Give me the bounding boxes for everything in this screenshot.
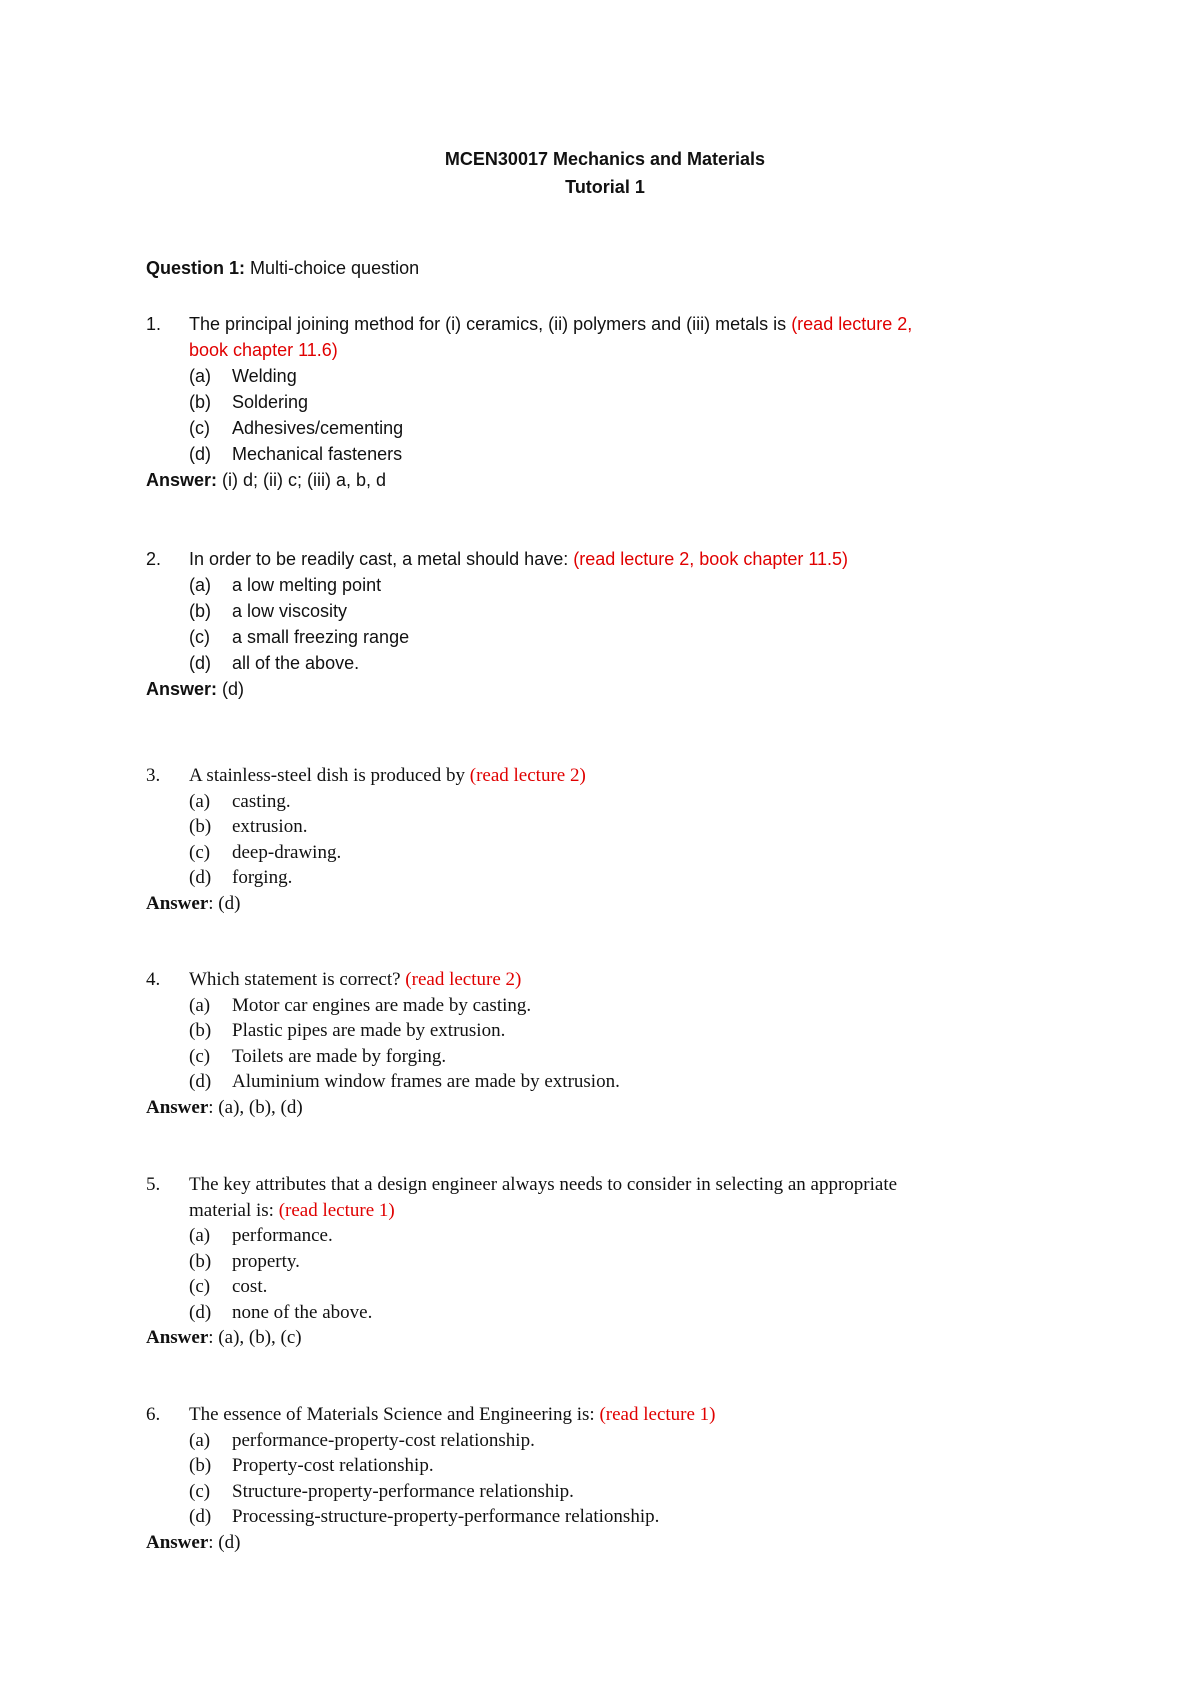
- question-4: [146, 967, 1046, 1120]
- question-5: [146, 1172, 1046, 1351]
- answer-label: Answer:: [146, 470, 218, 490]
- answer-label: Answer: [146, 1531, 209, 1553]
- reference-note: (read lecture 1): [599, 1404, 716, 1425]
- option-label: (d): [189, 653, 211, 673]
- answer-text: : (d): [208, 1531, 241, 1553]
- option-text: Soldering: [232, 392, 309, 412]
- option-text: a low viscosity: [232, 601, 348, 621]
- question-stem: The essence of Materials Science and Engineering is:: [189, 1404, 600, 1425]
- option-text: none of the above.: [232, 1301, 373, 1323]
- answer-line: [146, 1095, 303, 1121]
- option-label: (c): [189, 627, 210, 647]
- option-text: property.: [232, 1250, 300, 1272]
- option-label: (d): [189, 444, 211, 464]
- option-text: Toilets are made by forging.: [232, 1045, 447, 1067]
- option-label: (c): [189, 1045, 211, 1067]
- option-label: (b): [189, 1020, 212, 1041]
- question-stem: The key attributes that a design engineer always needs to consider in selecting an appropriate: [189, 1174, 898, 1195]
- question-stem: The principal joining method for (i) ceramics, (ii) polymers and (iii) metals is: [189, 314, 792, 334]
- answer-line: [146, 891, 240, 917]
- reference-note: (read lecture 2,: [791, 314, 913, 334]
- option-label: (d): [189, 1071, 212, 1092]
- reference-note-continued: book chapter 11.6): [189, 340, 338, 360]
- option-label: (b): [189, 601, 211, 621]
- question-stem-continued: material is:: [189, 1199, 279, 1221]
- option-text: Welding: [232, 366, 297, 386]
- option-text: casting.: [232, 790, 291, 812]
- question-number: 5.: [146, 1174, 161, 1195]
- question-stem: Which statement is correct?: [189, 969, 406, 990]
- option-label: (d): [189, 1301, 212, 1323]
- option-label: (c): [189, 1480, 211, 1502]
- option-text: Plastic pipes are made by extrusion.: [232, 1020, 506, 1041]
- question-number: 2.: [146, 549, 162, 569]
- answer-label: Answer: [146, 1327, 209, 1348]
- option-text: a low melting point: [232, 575, 382, 595]
- reference-note: (read lecture 1): [278, 1199, 395, 1221]
- option-text: Adhesives/cementing: [232, 418, 404, 438]
- option-text: Property-cost relationship.: [232, 1455, 434, 1476]
- option-label: (a): [189, 366, 211, 386]
- section-label: Question 1:: [146, 258, 246, 278]
- answer-line: [146, 467, 386, 493]
- option-text: performance.: [232, 1225, 333, 1246]
- option-label: (a): [189, 1429, 211, 1451]
- question-6: [146, 1402, 1046, 1555]
- question-number: 6.: [146, 1404, 161, 1425]
- answer-label: Answer: [146, 1096, 209, 1118]
- option-label: (d): [189, 867, 212, 888]
- option-text: extrusion.: [232, 816, 308, 837]
- option-text: forging.: [232, 867, 293, 888]
- reference-note: (read lecture 2, book chapter 11.5): [573, 549, 849, 569]
- document-subtitle: Tutorial 1: [565, 177, 645, 197]
- option-label: (a): [189, 994, 211, 1016]
- option-label: (c): [189, 418, 210, 438]
- answer-label: Answer:: [146, 679, 218, 699]
- question-number: 1.: [146, 314, 162, 334]
- option-label: (a): [189, 790, 211, 812]
- document-title: MCEN30017 Mechanics and Materials: [444, 149, 766, 169]
- question-number: 4.: [146, 969, 161, 990]
- question-1: [146, 311, 1046, 493]
- option-label: (d): [189, 1506, 212, 1527]
- answer-text: (i) d; (ii) c; (iii) a, b, d: [217, 470, 387, 490]
- reference-note: (read lecture 2): [469, 765, 586, 786]
- option-label: (a): [189, 1225, 211, 1246]
- option-text: performance-property-cost relationship.: [232, 1429, 535, 1451]
- answer-text: : (a), (b), (c): [208, 1327, 302, 1348]
- option-label: (b): [189, 1250, 212, 1272]
- option-text: Processing-structure-property-performance relationship.: [232, 1506, 660, 1527]
- option-text: deep-drawing.: [232, 841, 342, 863]
- section-text: Multi-choice question: [245, 258, 420, 278]
- answer-text: : (d): [208, 892, 241, 914]
- option-label: (b): [189, 1455, 212, 1476]
- option-text: all of the above.: [232, 653, 360, 673]
- option-text: Aluminium window frames are made by extrusion.: [232, 1071, 620, 1092]
- option-label: (c): [189, 841, 211, 863]
- answer-line: [146, 1325, 302, 1351]
- question-2: [146, 546, 1046, 702]
- option-text: a small freezing range: [232, 627, 410, 647]
- answer-line: [146, 1530, 240, 1556]
- option-label: (b): [189, 816, 212, 837]
- answer-text: : (a), (b), (d): [208, 1096, 303, 1118]
- option-label: (a): [189, 575, 211, 595]
- answer-line: [146, 676, 244, 702]
- answer-label: Answer: [146, 892, 209, 914]
- option-text: cost.: [232, 1276, 268, 1297]
- section-heading: [146, 258, 419, 279]
- option-label: (b): [189, 392, 211, 412]
- question-number: 3.: [146, 765, 161, 786]
- option-text: Mechanical fasteners: [232, 444, 403, 464]
- question-stem: In order to be readily cast, a metal should have:: [189, 549, 574, 569]
- answer-text: (d): [217, 679, 245, 699]
- option-label: (c): [189, 1276, 211, 1297]
- question-3: [146, 763, 1046, 916]
- option-text: Structure-property-performance relationship.: [232, 1480, 574, 1502]
- reference-note: (read lecture 2): [405, 969, 522, 990]
- question-stem: A stainless-steel dish is produced by: [189, 765, 470, 786]
- option-text: Motor car engines are made by casting.: [232, 994, 532, 1016]
